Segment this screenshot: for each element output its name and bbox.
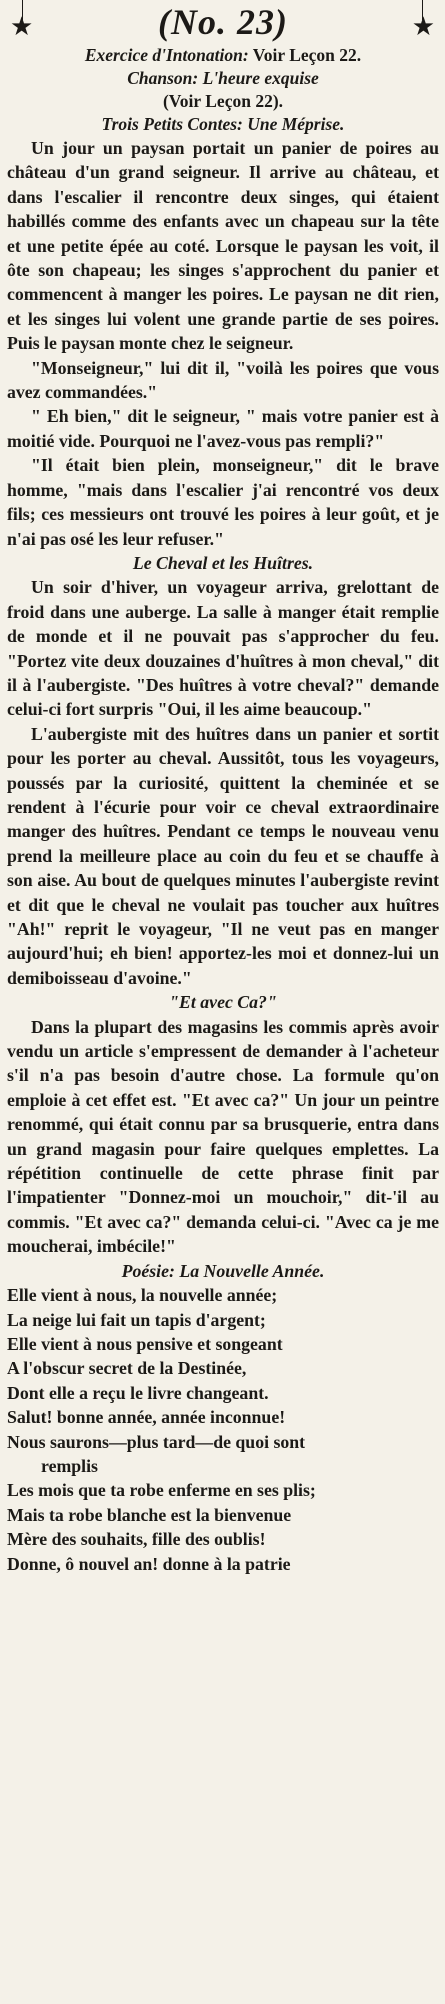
song-reference: (Voir Leçon 22).: [162, 91, 284, 111]
poem-line: La neige lui fait un tapis d'argent;: [7, 1309, 266, 1330]
paragraph: "Monseigneur," lui dit il, "voilà les poires que vous avez commandées.": [7, 357, 439, 403]
poem-title: Poésie: La Nouvelle Année.: [121, 1260, 325, 1281]
poem-line: Les mois que ta robe enferme en ses plis;: [7, 1480, 316, 1501]
lesson-header: [7, 0, 439, 44]
poem-line: Salut! bonne année, année inconnue!: [7, 1407, 286, 1428]
tale-cheval-huitres: [7, 575, 439, 990]
tales-title: Trois Petits Contes: Une Méprise.: [101, 114, 345, 134]
exercise-label: Exercice d'Intonation:: [84, 45, 249, 65]
poem-line: Elle vient à nous pensive et songeant: [7, 1333, 283, 1354]
tale-une-meprise: [7, 136, 439, 551]
poem-line: Mais ta robe blanche est la bienvenue: [7, 1504, 292, 1525]
poem-line: Mère des souhaits, fille des oublis!: [7, 1529, 266, 1550]
poem-line: A l'obscur secret de la Destinée,: [7, 1358, 247, 1379]
song-line: [7, 67, 439, 90]
tale-title-et-avec-ca: "Et avec Ca?": [169, 992, 277, 1013]
paragraph: Dans la plupart des magasins les commis après avoir vendu un article s'empressent de demander à l'acheteur s'il n'a pas besoin d'autre chose. La formule qu'on emploie à cet effet est. "Et avec ca?" Un jour un peintre renommé, qui était connu par sa brusquerie, entra dans un grand magasin pour faire quelques emplettes. La répétition continuelle de cette phrase finit par l'impatienter "Donnez-moi un mouchoir," dit-'il au commis. "Et avec ca?" demanda celui-ci. "Avec ca je me moucherai, imbécile!": [7, 1016, 439, 1257]
poem-line: Donne, ô nouvel an! donne à la patrie: [7, 1553, 291, 1574]
paragraph: L'aubergiste mit des huîtres dans un panier et sortit pour les porter au cheval. Aussitôt, tous les voyageurs, poussés par la curiosité, quittent la cheminée et se rendent à l'écurie pour voir ce cheval extraordinaire manger des huîtres. Pendant ce temps le nouveau venu prend la meilleure place au coin du feu et se chauffe à son aise. Au bout de quelques minutes l'aubergiste revint et dit que le cheval ne voulait pas toucher aux huîtres "Ah!" reprit le voyageur, "Il ne veut pas en manger aujourd'hui; eh bien! apportez-les moi et donnez-lui un demiboisseau d'avoine.": [7, 723, 439, 988]
poem-line: Dont elle a reçu le livre changeant.: [7, 1382, 269, 1403]
poem-line: Nous saurons—plus tard—de quoi sont: [7, 1431, 306, 1452]
song-title: L'heure exquise: [202, 68, 319, 88]
tale-et-avec-ca: [7, 1015, 439, 1259]
star-icon: ★: [10, 12, 34, 41]
paragraph: " Eh bien," dit le seigneur, " mais votre panier est à moitié vide. Pourquoi ne l'avez-vous pas rempli?": [7, 406, 439, 451]
tale-title-cheval: Le Cheval et les Huîtres.: [132, 552, 314, 573]
poem-line: Elle vient à nous, la nouvelle année;: [7, 1285, 278, 1306]
paragraph: "Il était bien plein, monseigneur," dit le brave homme, "mais dans l'escalier j'ai rencontré vos deux fils; ces messieurs ont trouvé les poires à leur goût, et je n'ai pas osé les leur refuser.": [7, 455, 439, 549]
poem-line: remplis: [41, 1455, 98, 1476]
exercise-text: Voir Leçon 22.: [252, 45, 362, 65]
song-label: Chanson:: [127, 68, 199, 88]
exercise-line: [7, 44, 439, 67]
lesson-number: (No. 23): [158, 2, 288, 42]
star-icon: ★: [411, 12, 435, 41]
poem-nouvelle-annee: [7, 1283, 439, 1576]
paragraph: Un jour un paysan portait un panier de poires au château d'un grand seigneur. Il arrive au château, et dans l'escalier il rencontre deux singes, qui étaient habillés comme des enfants avec un chapeau sur la tête et une petite épée au coté. Lorsque le paysan les voit, il ôte son chapeau; les singes s'approchent du panier et commencent à manger les poires. Le paysan ne dit rien, et les singes lui volent une grande partie de ses poires. Puis le paysan monte chez le seigneur.: [7, 138, 439, 354]
paragraph: Un soir d'hiver, un voyageur arriva, grelottant de froid dans une auberge. La salle à manger était remplie de monde et il ne pouvait pas s'approcher du feu. "Portez vite deux douzaines d'huîtres à mon cheval," dit il à l'aubergiste. "Des huîtres à votre cheval?" demande celui-ci fort surpris "Oui, il les aime beaucoup.": [7, 577, 439, 720]
